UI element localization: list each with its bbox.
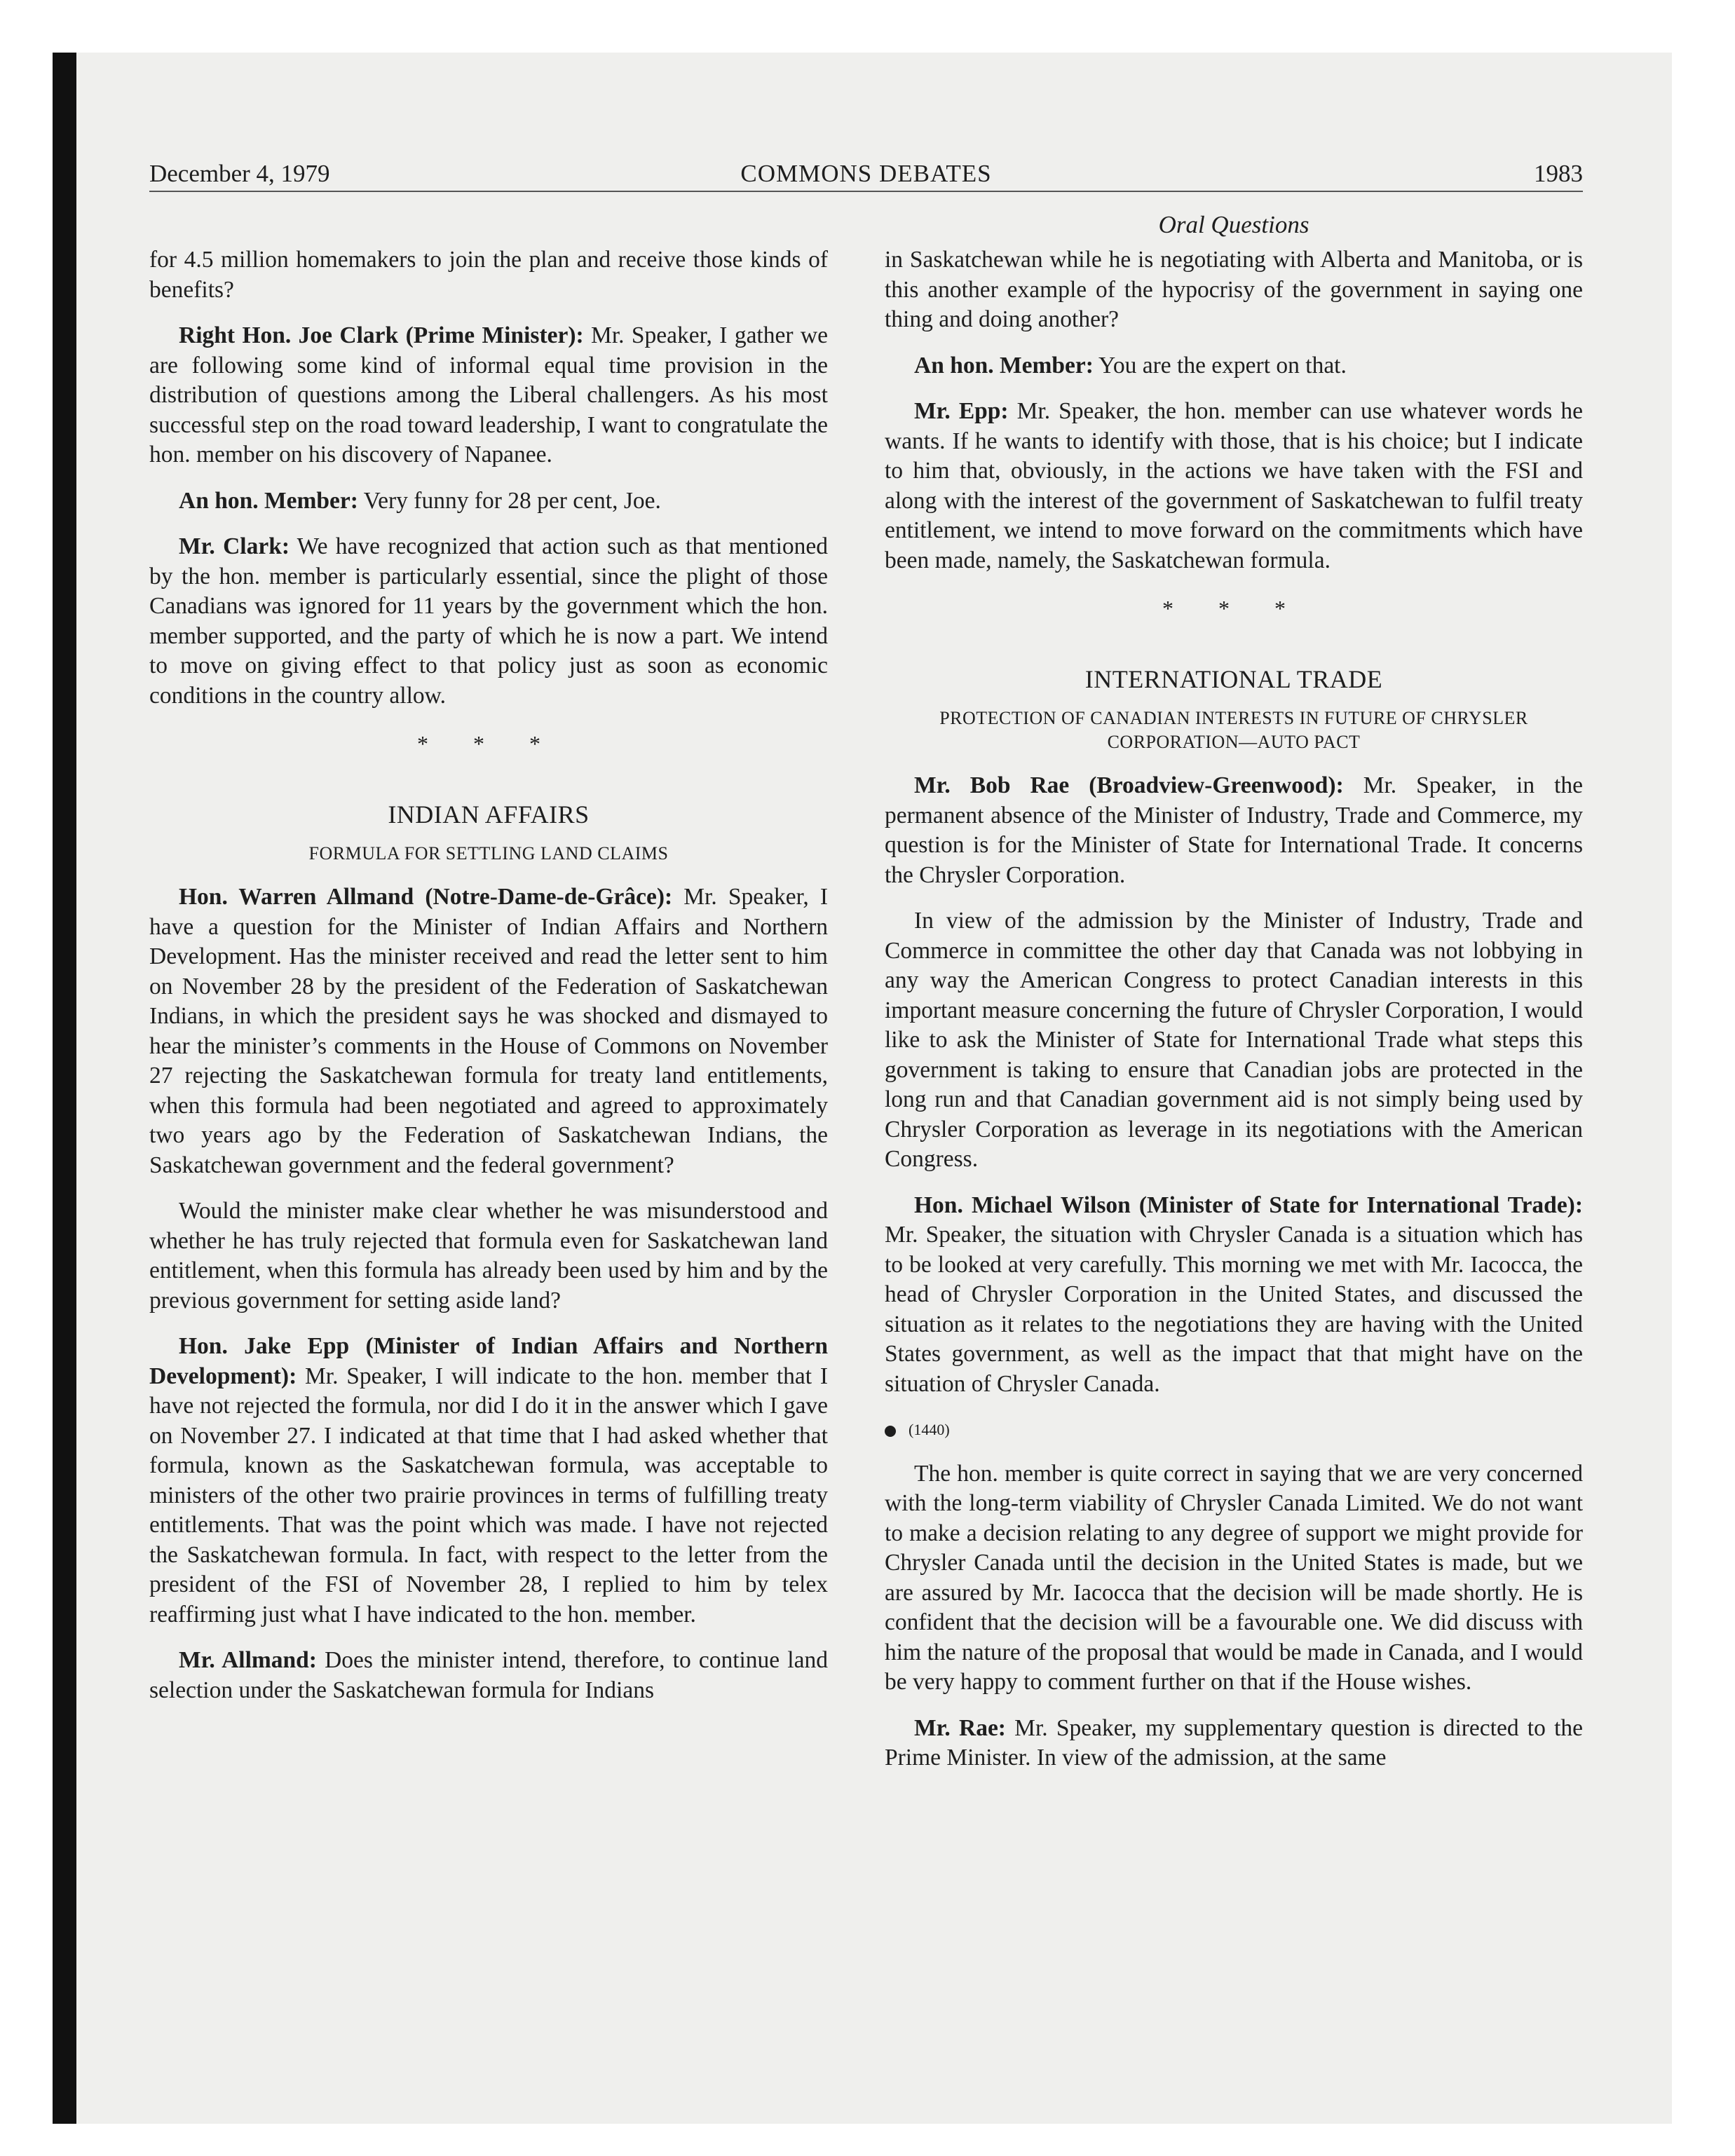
speaker-name: Hon. Warren Allmand (Notre-Dame-de-Grâce): bbox=[179, 884, 673, 910]
section-heading: INDIAN AFFAIRS bbox=[388, 800, 590, 828]
paragraph bbox=[149, 1196, 828, 1316]
header-rule bbox=[149, 191, 1583, 192]
paragraph bbox=[885, 1191, 1583, 1400]
paragraph-text: in Saskatchewan while he is negotiating with Alberta and Manitoba, or is this another example of the hypocrisy of the government in saying one thing and doing another? bbox=[885, 247, 1583, 332]
section-subheading: PROTECTION OF CANADIAN INTERESTS IN FUTURE OF CHRYSLER CORPORATION—AUTO PACT bbox=[939, 708, 1528, 752]
paragraph bbox=[149, 1332, 828, 1630]
paragraph-text: You are the expert on that. bbox=[1093, 352, 1347, 378]
paragraph bbox=[885, 245, 1583, 335]
paragraph-text: We have recognized that action such as that mentioned by the hon. member is particularly essential, since the plight of those Canadians was ignored for 11 years by the government which the hon. member supported, and the party of which he is now a part. We intend to move on giving effect to that policy just as soon as economic conditions in the country allow. bbox=[149, 533, 828, 709]
paragraph-text: for 4.5 million homemakers to join the plan and receive those kinds of benefits? bbox=[149, 247, 828, 303]
paragraph-text: In view of the admission by the Minister of Industry, Trade and Commerce in committee the other day that Canada was not lobbying in any way the American Congress to protect Canadian interests in this important measure concerning the future of Chrysler Corporation, I would like to ask the Minister of State for International Trade what steps this government is taking to ensure that Canadian jobs are protected in the long run and that Canadian government aid is not simply being used by Chrysler Corporation as leverage in its negotiations with the American Congress. bbox=[885, 908, 1583, 1172]
section-subheading: FORMULA FOR SETTLING LAND CLAIMS bbox=[308, 843, 669, 864]
paragraph-text: Mr. Speaker, the situation with Chrysler Canada is a situation which has to be looked at very carefully. This morning we met with Mr. Iacocca, the head of Chrysler Corporation in the United States, and discussed the situation as it relates to the negotiations they are having with the United States government, as well as the impact that that might have on the situation of Chrysler Canada. bbox=[885, 1222, 1583, 1397]
paragraph bbox=[885, 771, 1583, 890]
speaker-name: Right Hon. Joe Clark (Prime Minister): bbox=[179, 322, 584, 348]
paragraph bbox=[885, 397, 1583, 575]
paragraph-text: The hon. member is quite correct in saying that we are very concerned with the long-term viability of Chrysler Canada Limited. We do not want to make a decision relating to any degree of support we might provide for Chrysler Canada until the decision in the United States is made, but we are assured by Mr. Iacocca that the decision will be made shortly. He is confident that the decision will be a favourable one. We did discuss with him the nature of the proposal that would be made in Canada, and I would be very happy to comment further on that if the House wishes. bbox=[885, 1460, 1583, 1695]
paragraph-text: Mr. Speaker, in the permanent absence of the Minister of Industry, Trade and Commerce, my question is for the Minister of State for International Trade. It concerns the Chrysler Corporation. bbox=[885, 772, 1583, 888]
paragraph bbox=[885, 351, 1583, 381]
paragraph-text: Mr. Speaker, my supplementary question is directed to the Prime Minister. In view of the admission, at the same bbox=[885, 1714, 1583, 1770]
paragraph-text: Would the minister make clear whether he was misunderstood and whether he has truly rejected that formula even for Saskatchewan land entitlement, when this formula has already been used by him and by the previous government for setting aside land? bbox=[149, 1198, 828, 1314]
speaker-name: Mr. Rae: bbox=[914, 1714, 1006, 1741]
time-marker-text: (1440) bbox=[909, 1421, 950, 1438]
paragraph-text: Mr. Speaker, I have a question for the Minister of Indian Affairs and Northern Development. Has the minister received and read the letter sent to him on November 28 by the president of the Federation of Saskatchewan Indians, in which the president says he was shocked and dismayed to hear the minister’s comments in the House of Commons on November 27 rejecting the Saskatchewan formula for treaty land entitlements, when this formula had been negotiated and agreed to approximately two years ago by the Federation of Saskatchewan Indians, the Saskatchewan government and the federal government? bbox=[149, 884, 828, 1178]
paragraph-text: Mr. Speaker, the hon. member can use whatever words he wants. If he wants to identify with those, that is his choice; but I indicate to him that, obviously, in the actions we have taken with the FSI and along with the interest of the government of Saskatchewan to fulfil treaty entitlement, we intend to move forward on the commitments which have been made, namely, the Saskatchewan formula. bbox=[885, 398, 1583, 573]
paragraph-text: Mr. Speaker, I will indicate to the hon. member that I have not rejected the formula, nor did I do it in the answer which I gave on November 27. I indicated at that time that I had asked whether that formula, known as the Saskatchewan formula, was acceptable to ministers of the other two prairie provinces in terms of fulfilling treaty entitlements. That was the point which was made. I have not rejected the Saskatchewan formula. In fact, with respect to the letter from the president of the FSI of November 28, I replied to him by telex reaffirming just what I have indicated to the hon. member. bbox=[149, 1363, 828, 1628]
paragraph bbox=[149, 1646, 828, 1705]
speaker-name: Hon. Michael Wilson (Minister of State for International Trade): bbox=[914, 1192, 1583, 1218]
speaker-name: Mr. Epp: bbox=[914, 398, 1009, 424]
paragraph-text: Mr. Speaker, I gather we are following some kind of informal equal time provision in the distribution of questions among the Liberal challengers. As his most successful step on the road toward leadership, I want to congratulate the hon. member on his discovery of Napanee. bbox=[149, 322, 828, 468]
paragraph-text: Does the minister intend, therefore, to continue land selection under the Saskatchewan formula for Indians bbox=[149, 1647, 828, 1703]
header-date: December 4, 1979 bbox=[149, 160, 330, 187]
section-separator: * * * bbox=[1162, 596, 1305, 621]
paragraph bbox=[149, 532, 828, 711]
binding-edge bbox=[53, 53, 76, 2124]
paragraph bbox=[149, 882, 828, 1180]
speaker-name: Hon. Jake Epp (Minister of Indian Affairs and Northern Development): bbox=[149, 1333, 828, 1389]
bullet-icon bbox=[885, 1426, 896, 1437]
speaker-name: An hon. Member: bbox=[179, 487, 358, 514]
paragraph bbox=[149, 245, 828, 305]
paragraph bbox=[885, 906, 1583, 1175]
paragraph bbox=[885, 1714, 1583, 1773]
right-column bbox=[885, 245, 1583, 1789]
page-number: 1983 bbox=[1534, 160, 1583, 187]
speaker-name: An hon. Member: bbox=[914, 352, 1094, 378]
paragraph-text: Very funny for 28 per cent, Joe. bbox=[358, 487, 661, 514]
speaker-name: Mr. Clark: bbox=[179, 533, 290, 559]
paragraph bbox=[149, 321, 828, 470]
running-header bbox=[149, 156, 1583, 192]
speaker-name: Mr. Bob Rae (Broadview-Greenwood): bbox=[914, 772, 1344, 798]
time-marker bbox=[885, 1415, 1583, 1445]
section-separator: * * * bbox=[417, 731, 560, 756]
header-title: COMMONS DEBATES bbox=[740, 160, 992, 187]
left-column bbox=[149, 245, 828, 1721]
paragraph bbox=[149, 486, 828, 517]
speaker-name: Mr. Allmand: bbox=[179, 1647, 317, 1673]
section-running-head: Oral Questions bbox=[1158, 211, 1309, 238]
paragraph bbox=[885, 1459, 1583, 1698]
section-heading: INTERNATIONAL TRADE bbox=[1084, 664, 1383, 693]
